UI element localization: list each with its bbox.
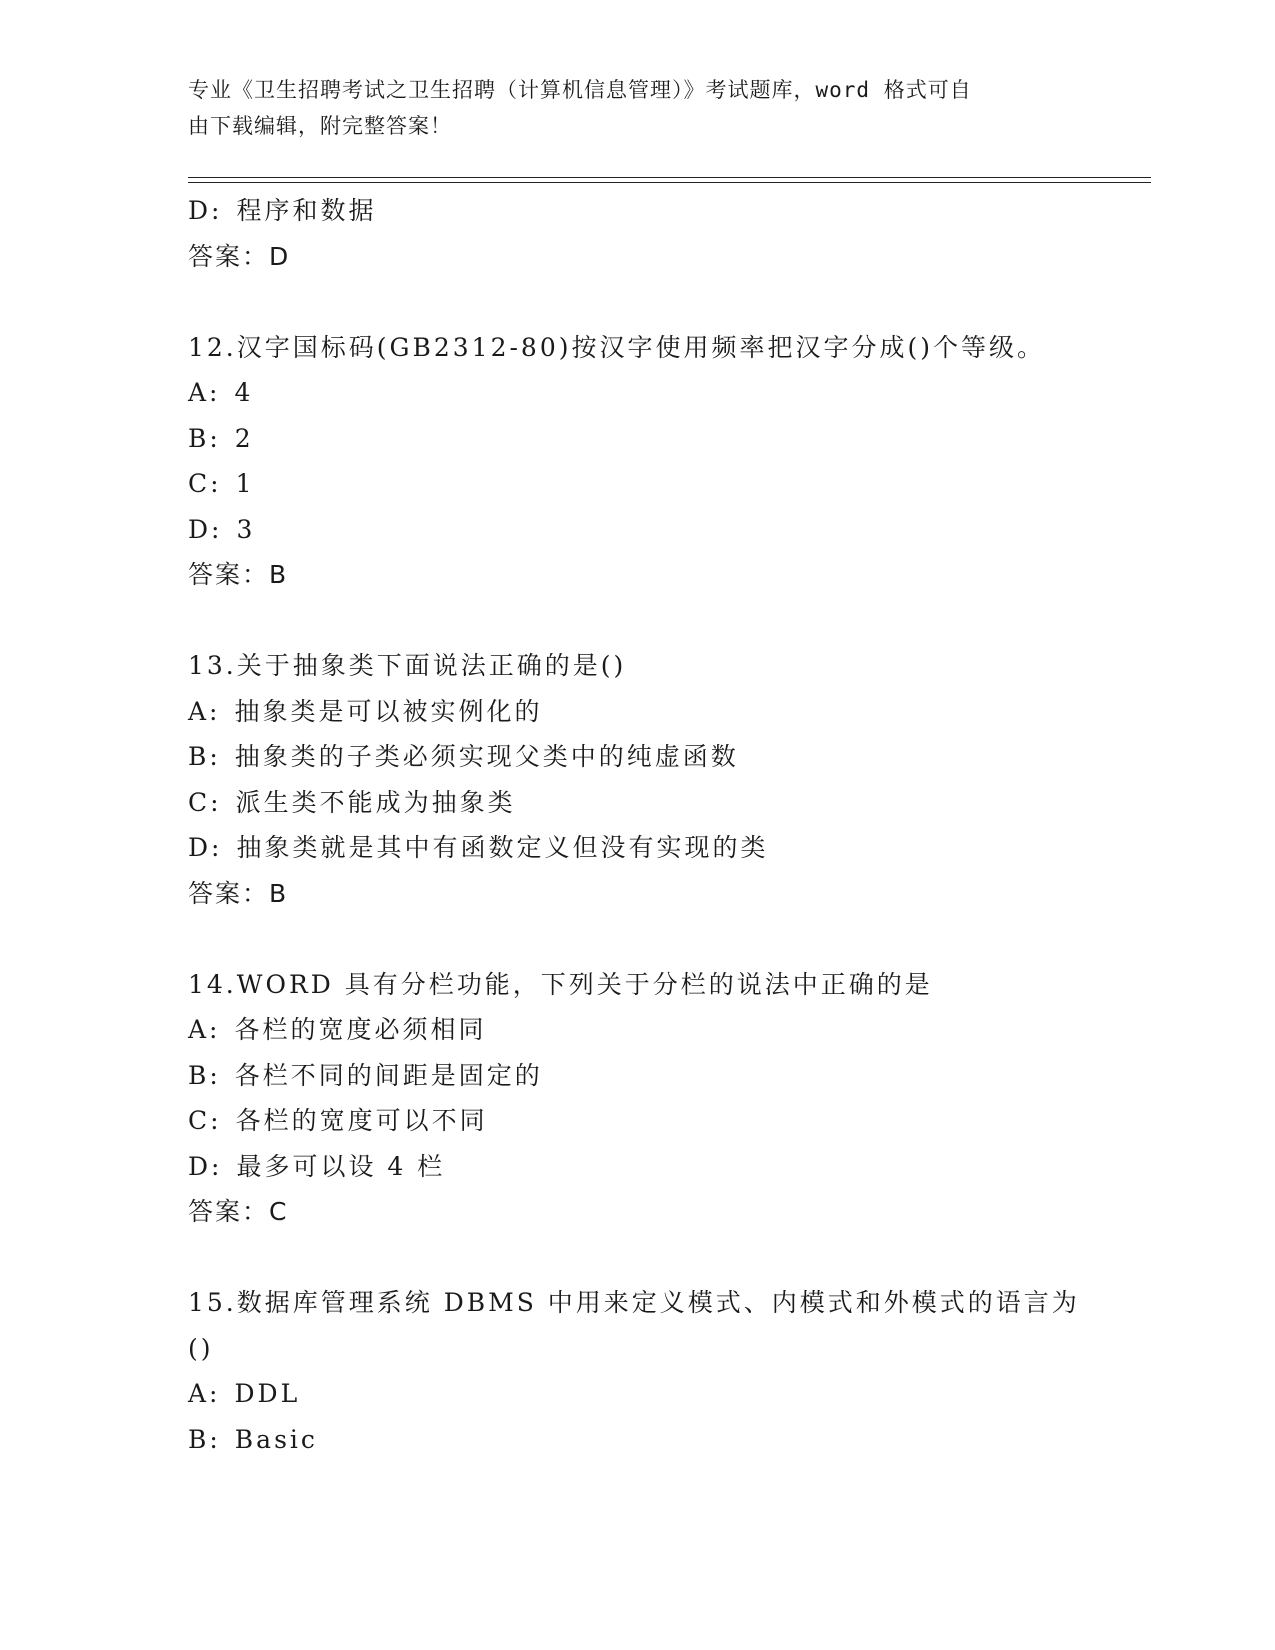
option-line: [188, 1098, 1088, 1144]
option-line: [188, 416, 1088, 462]
option-line: [188, 1417, 1088, 1463]
question-list: [188, 188, 1088, 1462]
option-label: A:: [188, 696, 221, 726]
option-line: [188, 507, 1088, 553]
option-label: B:: [188, 1424, 221, 1454]
option-text: 各栏的宽度可以不同: [235, 1106, 488, 1135]
question-text: 14.WORD 具有分栏功能，下列关于分栏的说法中正确的是: [188, 969, 933, 999]
answer-value: B: [269, 878, 288, 908]
header-line-2: 由下载编辑，附完整答案！: [188, 114, 452, 138]
option-label: C:: [188, 787, 222, 817]
answer-label: 答案：: [188, 878, 270, 908]
answer-line: [188, 234, 1088, 280]
option-label: B:: [188, 423, 221, 453]
option-label: D:: [188, 514, 223, 544]
option-line: [188, 370, 1088, 416]
option-label: D:: [188, 196, 223, 225]
header-line-1: 专业《卫生招聘考试之卫生招聘（计算机信息管理）》考试题库，word 格式可自: [188, 78, 972, 102]
option-text: 3: [236, 514, 256, 544]
option-line: [188, 1053, 1088, 1099]
answer-value: C: [269, 1197, 288, 1226]
option-label: C:: [188, 469, 222, 498]
option-label: A:: [188, 1015, 221, 1044]
option-line: [188, 734, 1088, 780]
option-text: 抽象类的子类必须实现父类中的纯虚函数: [234, 742, 739, 771]
option-text: 抽象类是可以被实例化的: [234, 696, 543, 726]
option-label: D:: [188, 833, 223, 862]
option-text: 派生类不能成为抽象类: [235, 787, 516, 817]
question-text: 12.汉字国标码(GB2312-80)按汉字使用频率把汉字分成()个等级。: [188, 332, 1045, 362]
option-text: 程序和数据: [236, 196, 377, 225]
option-line: [188, 780, 1088, 826]
answer-line: [188, 1189, 1088, 1235]
question-13: [188, 643, 1088, 916]
option-label: C:: [188, 1106, 222, 1135]
option-label: A:: [188, 1379, 221, 1408]
header-divider-bottom: [188, 182, 1151, 183]
option-line: [188, 689, 1088, 735]
option-text: 1: [235, 469, 255, 498]
option-text: 2: [234, 423, 254, 453]
answer-label: 答案：: [188, 241, 270, 271]
option-line: [188, 461, 1088, 507]
question-text-continued: (): [188, 1333, 214, 1363]
option-text: 最多可以设 4 栏: [236, 1151, 446, 1181]
option-text: 各栏不同的间距是固定的: [234, 1060, 543, 1090]
option-text: Basic: [234, 1424, 318, 1454]
option-line: [188, 1371, 1088, 1417]
option-text: 抽象类就是其中有函数定义但没有实现的类: [236, 833, 769, 862]
question-14: [188, 962, 1088, 1235]
answer-line: [188, 552, 1088, 598]
answer-value: D: [269, 241, 290, 271]
option-line: [188, 1007, 1088, 1053]
answer-line: [188, 871, 1088, 917]
question-12: [188, 325, 1088, 598]
option-label: B:: [188, 742, 221, 771]
document-header: [188, 72, 1088, 144]
option-text: DDL: [234, 1379, 301, 1408]
option-text: 各栏的宽度必须相同: [234, 1015, 487, 1044]
answer-label: 答案：: [188, 1197, 270, 1226]
option-label: D:: [188, 1151, 223, 1181]
answer-value: B: [269, 560, 288, 589]
option-label: B:: [188, 1060, 221, 1090]
option-line: [188, 825, 1088, 871]
option-text: 4: [234, 378, 254, 407]
question-text: 13.关于抽象类下面说法正确的是(): [188, 651, 627, 680]
header-divider-top: [188, 177, 1151, 178]
question-text: 15.数据库管理系统 DBMS 中用来定义模式、内模式和外模式的语言为: [188, 1288, 1080, 1317]
option-line: [188, 188, 1088, 234]
option-line: [188, 1144, 1088, 1190]
option-label: A:: [188, 378, 221, 407]
answer-label: 答案：: [188, 560, 270, 589]
question-15: [188, 1280, 1088, 1462]
